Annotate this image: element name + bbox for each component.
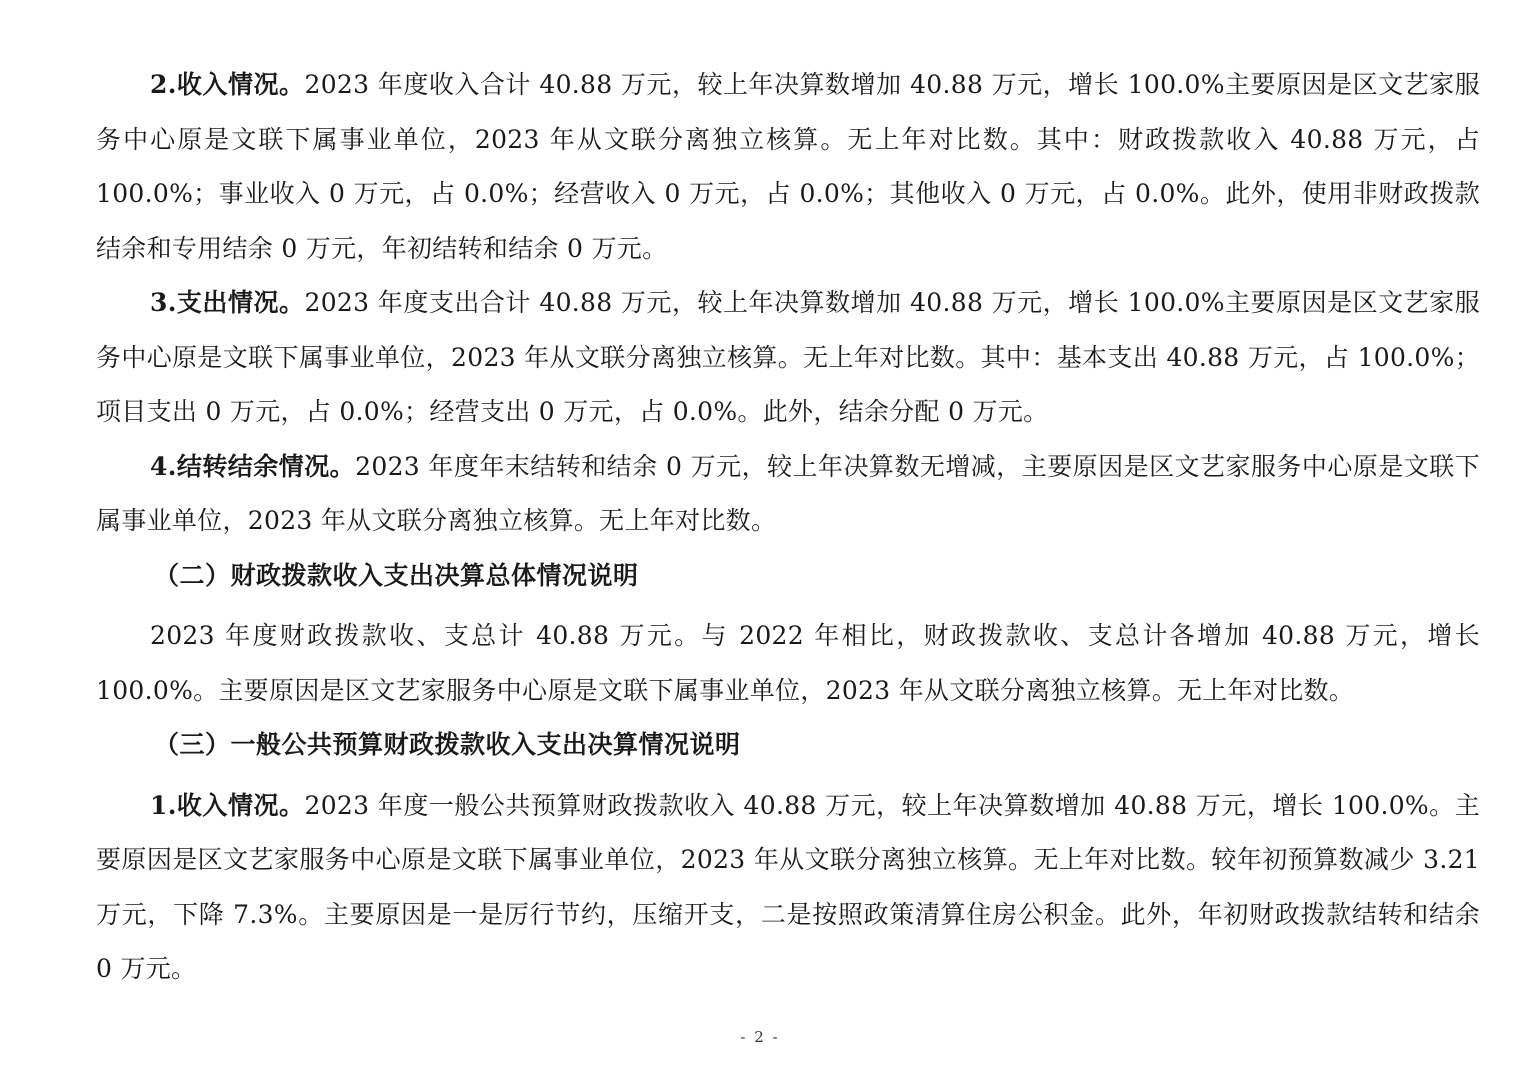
expenditure-body: 2023 年度支出合计 40.88 万元，较上年决算数增加 40.88 万元，增长 100.0%主要原因是区文艺家服务中心原是文联下属事业单位，2023 年从文联分离独立核算。无上年对比数。其中：基本支出 40.88 万元，占 100.0%；项目支出 0 万元，占 0.0%；经营支出 0 万元，占 0.0%。此外，结余分配 0 万元。 [96,288,1480,426]
fiscal-overall-paragraph [96,609,1480,718]
general-budget-body: 2023 年度一般公共预算财政拨款收入 40.88 万元，较上年决算数增加 40.88 万元，增长 100.0%。主要原因是区文艺家服务中心原是文联下属事业单位，2023 年从文联分离独立核算。无上年对比数。较年初预算数减少 3.21 万元，下降 7.3%。主要原因是一是厉行节约，压缩开支，二是按照政策清算住房公积金。此外，年初财政拨款结转和结余 0 万元。 [96,790,1480,983]
expenditure-paragraph [96,276,1480,440]
carryover-body: 2023 年度年末结转和结余 0 万元，较上年决算数无增减，主要原因是区文艺家服务中心原是文联下属事业单位，2023 年从文联分离独立核算。无上年对比数。 [96,451,1480,535]
general-budget-paragraph [96,779,1480,997]
document-page [96,58,1480,997]
income-paragraph [96,58,1480,276]
carryover-lead: 4.结转结余情况。 [150,451,356,481]
carryover-paragraph [96,440,1480,549]
general-budget-lead: 1.收入情况。 [150,790,305,820]
page-number: - 2 - [740,1028,780,1046]
income-body: 2023 年度收入合计 40.88 万元，较上年决算数增加 40.88 万元，增长 100.0%主要原因是区文艺家服务中心原是文联下属事业单位，2023 年从文联分离独立核算。无上年对比数。其中：财政拨款收入 40.88 万元，占 100.0%；事业收入 0 万元，占 0.0%；经营收入 0 万元，占 0.0%；其他收入 0 万元，占 0.0%。此外，使用非财政拨款结余和专用结余 0 万元，年初结转和结余 0 万元。 [96,70,1480,263]
expenditure-lead: 3.支出情况。 [150,288,305,317]
general-budget-heading: （三）一般公共预算财政拨款收入支出决算情况说明 [154,730,741,759]
income-lead: 2.收入情况。 [150,70,305,99]
fiscal-overall-body: 2023 年度财政拨款收、支总计 40.88 万元。与 2022 年相比，财政拨款收、支总计各增加 40.88 万元，增长 100.0%。主要原因是区文艺家服务中心原是文联下属事业单位，2023 年从文联分离独立核算。无上年对比数。 [96,621,1480,705]
fiscal-overall-heading: （二）财政拨款收入支出决算总体情况说明 [154,560,639,590]
